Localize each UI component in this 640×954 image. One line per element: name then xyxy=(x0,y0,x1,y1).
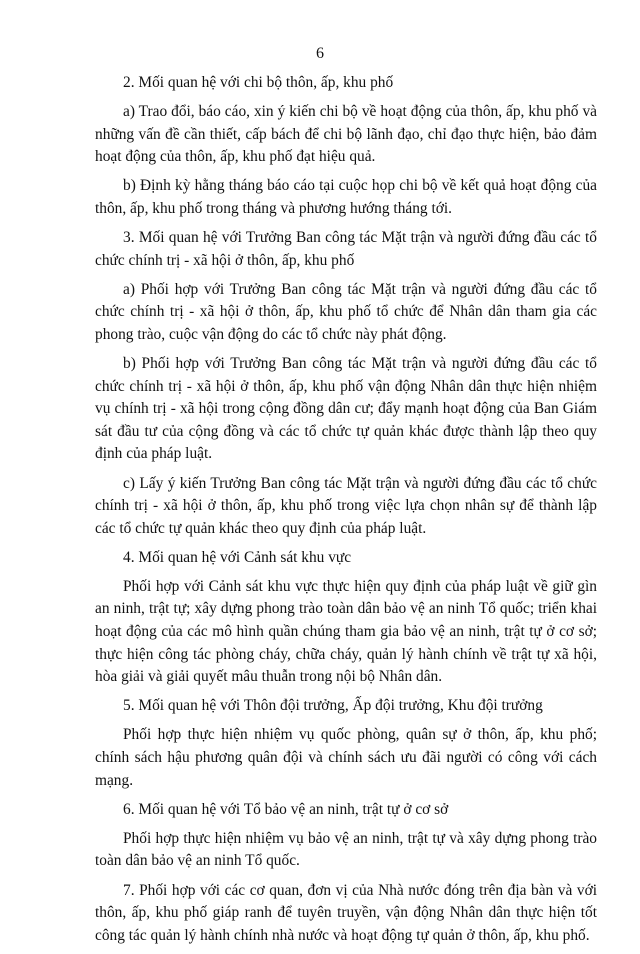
paragraph-4: Phối hợp với Cảnh sát khu vực thực hiện quy định của pháp luật về giữ gìn an ninh, trật tự; xây dựng phong trào toàn dân bảo vệ an ninh Tổ quốc; triển khai hoạt động của các mô hình quần chúng tham gia bảo vệ an ninh, trật tự ở cơ sở; thực hiện công tác phòng cháy, chữa cháy, quản lý hành chính về trật tự xã hội, hòa giải và giải quyết mâu thuẫn trong nội bộ Nhân dân. xyxy=(95,577,597,686)
paragraph-3a: a) Phối hợp với Trưởng Ban công tác Mặt trận và người đứng đầu các tổ chức chính trị - xã hội ở thôn, ấp, khu phố tổ chức để Nhân dân tham gia các phong trào, cuộc vận động do các tổ chức này phát động. xyxy=(95,280,597,343)
paragraph-7: 7. Phối hợp với các cơ quan, đơn vị của Nhà nước đóng trên địa bàn và với thôn, ấp, khu phố giáp ranh để tuyên truyền, vận động Nhân dân thực hiện tốt công tác quản lý hành chính nhà nước và hoạt động tự quản ở thôn, ấp, khu phố. xyxy=(95,881,597,944)
paragraph-2a: a) Trao đổi, báo cáo, xin ý kiến chi bộ về hoạt động của thôn, ấp, khu phố và những vấn đề cần thiết, cấp bách để chi bộ lãnh đạo, chỉ đạo thực hiện, bảo đảm hoạt động của thôn, ấp, khu phố đạt hiệu quả. xyxy=(95,103,597,166)
paragraph-3c: c) Lấy ý kiến Trưởng Ban công tác Mặt trận và người đứng đầu các tổ chức chính trị - xã hội ở thôn, ấp, khu phố trong việc lựa chọn nhân sự để thành lập các tổ chức tự quản khác theo quy định của pháp luật. xyxy=(95,474,597,537)
section-heading-6: 6. Mối quan hệ với Tổ bảo vệ an ninh, trật tự ở cơ sở xyxy=(123,800,449,818)
section-heading-4: 4. Mối quan hệ với Cảnh sát khu vực xyxy=(123,548,352,566)
paragraph-2b: b) Định kỳ hằng tháng báo cáo tại cuộc họp chi bộ về kết quả hoạt động của thôn, ấp, khu phố trong tháng và phương hướng tháng tới. xyxy=(95,177,597,217)
paragraph-6: Phối hợp thực hiện nhiệm vụ bảo vệ an ninh, trật tự và xây dựng phong trào toàn dân bảo vệ an ninh Tổ quốc. xyxy=(95,829,597,870)
page-number: 6 xyxy=(316,45,324,62)
section-heading-2: 2. Mối quan hệ với chi bộ thôn, ấp, khu phố xyxy=(123,74,394,91)
paragraph-3b: b) Phối hợp với Trưởng Ban công tác Mặt trận và người đứng đầu các tổ chức chính trị - xã hội ở thôn, ấp, khu phố vận động Nhân dân thực hiện nhiệm vụ chính trị - xã hội trong cộng đồng dân cư; đẩy mạnh hoạt động của Ban Giám sát đầu tư của cộng đồng và các tổ chức tự quản khác được thành lập theo quy định của pháp luật. xyxy=(95,355,597,463)
section-heading-5: 5. Mối quan hệ với Thôn đội trưởng, Ấp đội trưởng, Khu đội trưởng xyxy=(123,697,543,715)
document-body xyxy=(95,72,597,954)
section-heading-3: 3. Mối quan hệ với Trưởng Ban công tác Mặt trận và người đứng đầu các tổ chức chính trị - xã hội ở thôn, ấp, khu phố xyxy=(95,229,597,269)
paragraph-5: Phối hợp thực hiện nhiệm vụ quốc phòng, quân sự ở thôn, ấp, khu phố; chính sách hậu phương quân đội và chính sách ưu đãi người có công với cách mạng. xyxy=(95,726,597,789)
